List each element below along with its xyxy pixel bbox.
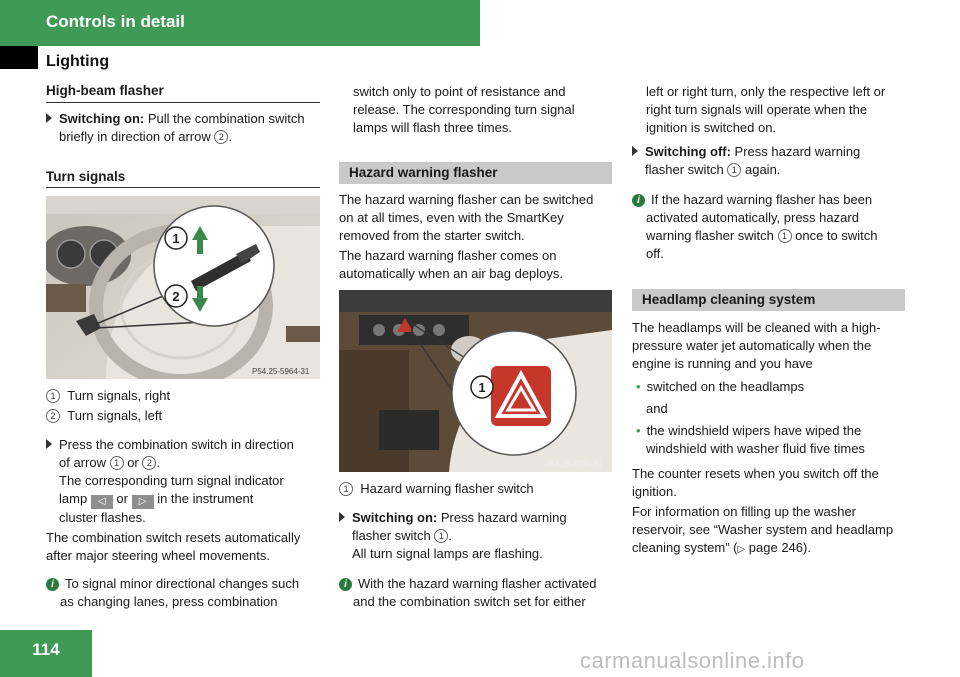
- hazard-legend: 1 Hazard warning flasher switch: [339, 480, 534, 498]
- list-item: • the windshield wipers have wiped the windshield with washer fluid five times: [636, 423, 865, 456]
- heading-rule: [46, 102, 320, 103]
- steering-wheel-illustration: [46, 196, 320, 379]
- turn-signals-heading: Turn signals: [46, 169, 126, 184]
- step-arrow-icon: [632, 146, 638, 156]
- hazard-heading: Hazard warning flasher: [339, 162, 612, 184]
- turn-signals-legend: [46, 386, 170, 426]
- hazard-auto-info: i If the hazard warning flasher has been activated automatically, press hazard warning flasher switch 1 once to switch off.: [632, 191, 878, 263]
- list-item: • switched on the headlamps: [636, 379, 805, 394]
- section-tab: [0, 46, 38, 69]
- resets-paragraph: The combination switch resets automatically after major steering wheel movements.: [46, 530, 301, 563]
- hazard-paragraph-2: The hazard warning flasher comes on automatically when an air bag deploys.: [339, 248, 564, 281]
- page-number: 114: [32, 640, 60, 659]
- info-note: i To signal minor directional changes such as changing lanes, press combination: [46, 575, 299, 611]
- hazard-off-instruction: Switching off: Press hazard warning flasher switch 1 again.: [632, 143, 860, 179]
- figure-callout-2: 2: [172, 289, 180, 304]
- figure-code: P54.25-5964-31: [252, 367, 310, 376]
- hazard-paragraph-1: The hazard warning flasher can be switched on at all times, even with the SmartKey removed from the starter switch.: [339, 192, 594, 243]
- washer-reference: For information on filling up the washer reservoir, see “Washer system and headlamp cleaning system” (▷ page 246).: [632, 504, 894, 555]
- headlamp-paragraph: The headlamps will be cleaned with a high- pressure water jet automatically when the engine is running and you have: [632, 320, 881, 371]
- counter-paragraph: The counter resets when you switch off the ignition.: [632, 466, 879, 499]
- highbeam-instruction: Switching on: Pull the combination switch briefly in direction of arrow 2 .: [46, 110, 305, 146]
- headlamp-heading: Headlamp cleaning system: [632, 289, 905, 311]
- hazard-info-note: i With the hazard warning flasher activated and the combination switch set for either: [339, 575, 596, 611]
- headlamp-bullets: • switched on the headlamps and • the windshield wipers have wiped the windshield with washer fluid five times: [636, 379, 865, 456]
- info-icon: i: [339, 578, 352, 591]
- chapter-title: Controls in detail: [46, 12, 185, 31]
- callout-number: 2: [214, 130, 228, 144]
- instruction-continued: switch only to point of resistance and release. The corresponding turn signal lamps will flash three times.: [353, 84, 575, 135]
- hazard-on-instruction: Switching on: Press hazard warning flasher switch 1 . All turn signal lamps are flashing.: [339, 509, 567, 563]
- info-icon: i: [632, 194, 645, 207]
- step-arrow-icon: [46, 113, 52, 123]
- highbeam-heading: High-beam flasher: [46, 83, 164, 98]
- figure-code: P54.25-6579-31: [545, 460, 603, 469]
- figure-callout-1: 1: [172, 231, 180, 246]
- turn-signal-instruction: Press the combination switch in direction of arrow 1 or 2 . The corresponding turn signal indicator lamp ◁ or ▷ in the instrument cluster flashes.: [46, 436, 326, 527]
- right-turn-lamp-icon: ▷: [132, 495, 154, 509]
- heading-rule: [46, 187, 320, 188]
- legend-item: 1 Turn signals, right: [46, 386, 170, 406]
- figure-callout-1: 1: [478, 380, 486, 395]
- legend-item: 2 Turn signals, left: [46, 406, 170, 426]
- turn-signal-figure: [46, 196, 320, 379]
- step-arrow-icon: [46, 439, 52, 449]
- console-illustration: [339, 290, 612, 472]
- section-title: Lighting: [46, 53, 110, 70]
- page-reference-arrow-icon: ▷: [737, 544, 746, 555]
- watermark: carmanualsonline.info: [580, 648, 805, 673]
- info-icon: i: [46, 578, 59, 591]
- info-continued: left or right turn, only the respective left or right turn signals will operate when the ignition is switched on.: [646, 84, 886, 135]
- step-arrow-icon: [339, 512, 345, 522]
- left-turn-lamp-icon: ◁: [91, 495, 113, 509]
- hazard-figure: [339, 290, 612, 472]
